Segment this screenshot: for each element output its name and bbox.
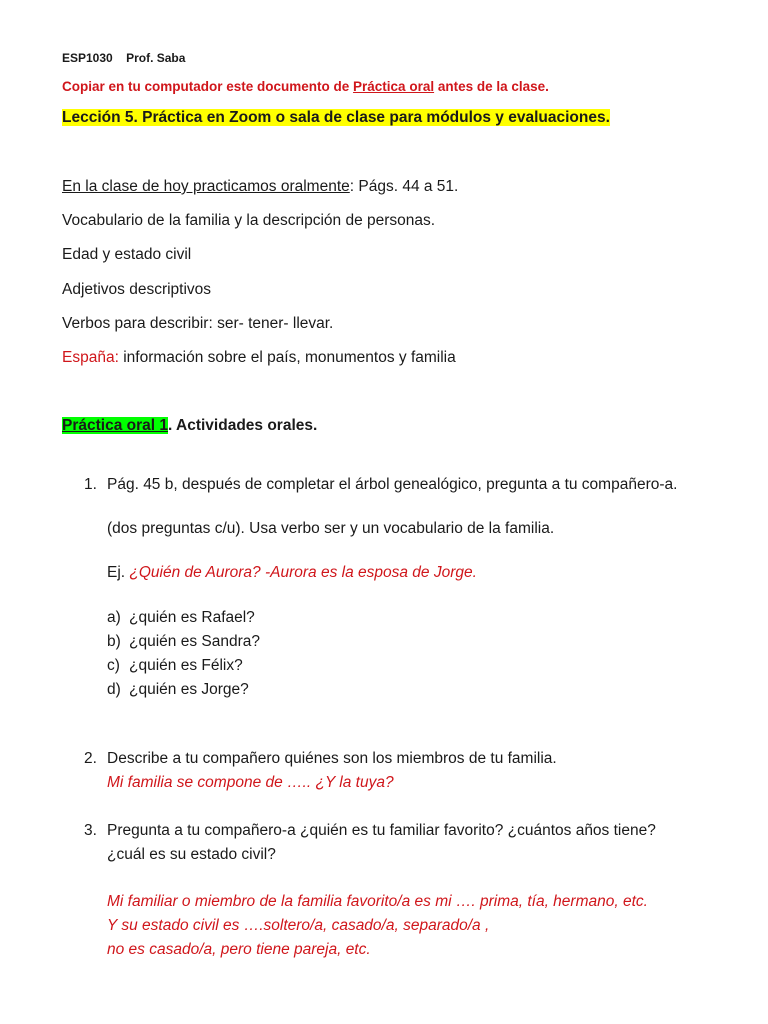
practice-heading: Práctica oral 1. Actividades orales. [62,417,318,434]
item-3-number: 3. [84,822,97,839]
item-1-number: 1. [84,476,97,493]
topic-4: Verbos para describir: ser- tener- llevar. [62,315,334,332]
item-2-text: Describe a tu compañero quiénes son los miembros de tu familia. [107,750,557,767]
question-c: c) ¿quién es Félix? [107,657,243,674]
topic-1: Vocabulario de la familia y la descripción de personas. [62,212,436,229]
item-2-number: 2. [84,750,97,767]
lesson-title: Lección 5. Práctica en Zoom o sala de clase para módulos y evaluaciones. [62,109,610,126]
question-b: b) ¿quién es Sandra? [107,633,260,650]
intro-line: En la clase de hoy practicamos oralmente: Págs. 44 a 51. [62,178,459,195]
item-3-example-1: Mi familiar o miembro de la familia favorito/a es mi …. prima, tía, hermano, etc. [107,893,648,910]
course-code: ESP1030 [62,51,113,65]
item-2-example: Mi familia se compone de ….. ¿Y la tuya? [107,774,394,791]
item-3-example-2: Y su estado civil es ….soltero/a, casado/a, separado/a , [107,917,490,934]
practica-oral-link[interactable]: Práctica oral [353,79,435,94]
course-header [62,48,185,68]
professor-name: Prof. Saba [126,51,186,65]
question-a: a) ¿quién es Rafael? [107,609,255,626]
topic-spain: España: información sobre el país, monumentos y familia [62,349,456,366]
item-3-text2: ¿cuál es su estado civil? [107,846,276,863]
topic-3: Adjetivos descriptivos [62,281,212,298]
item-1-text: Pág. 45 b, después de completar el árbol genealógico, pregunta a tu compañero-a. [107,476,678,493]
item-1-text2: (dos preguntas c/u). Usa verbo ser y un vocabulario de la familia. [107,520,555,537]
copy-notice: Copiar en tu computador este documento de Práctica oral antes de la clase. [62,79,549,94]
question-d: d) ¿quién es Jorge? [107,681,249,698]
item-1-example: Ej. ¿Quién de Aurora? -Aurora es la esposa de Jorge. [107,564,477,581]
topic-2: Edad y estado civil [62,246,192,263]
item-3-example-3: no es casado/a, pero tiene pareja, etc. [107,941,371,958]
item-3-text: Pregunta a tu compañero-a ¿quién es tu familiar favorito? ¿cuántos años tiene? [107,822,656,839]
